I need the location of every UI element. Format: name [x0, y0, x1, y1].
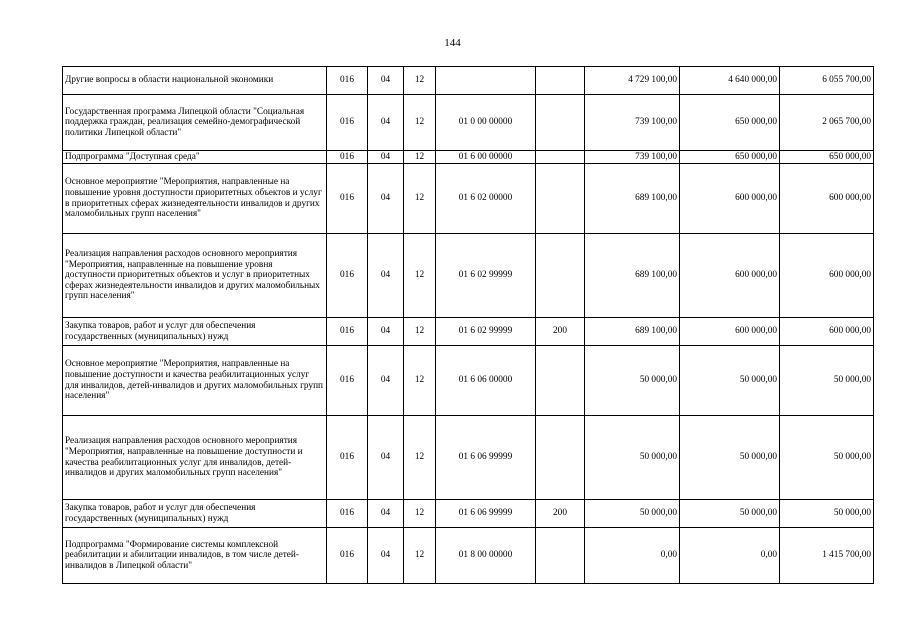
admin-code-cell: 016 — [327, 95, 368, 151]
target-article-cell: 01 6 06 99999 — [436, 500, 536, 528]
row-name-cell: Закупка товаров, работ и услуг для обеспечения государственных (муниципальных) нужд — [63, 318, 327, 346]
expense-type-cell: 200 — [536, 500, 585, 528]
amount-year-3-cell: 6 055 700,00 — [780, 67, 874, 95]
target-article-cell: 01 6 02 99999 — [436, 234, 536, 318]
amount-year-1-cell: 689 100,00 — [585, 318, 680, 346]
section-cell: 04 — [368, 416, 404, 500]
amount-year-3-cell: 50 000,00 — [780, 500, 874, 528]
subsection-cell: 12 — [404, 234, 436, 318]
amount-year-3-cell: 50 000,00 — [780, 346, 874, 416]
amount-year-2-cell: 600 000,00 — [680, 234, 780, 318]
subsection-cell: 12 — [404, 500, 436, 528]
table-row — [63, 318, 874, 346]
budget-table — [62, 66, 874, 584]
amount-year-2-cell: 50 000,00 — [680, 500, 780, 528]
subsection-cell: 12 — [404, 151, 436, 164]
row-name-cell: Подпрограмма "Доступная среда" — [63, 151, 327, 164]
table-row — [63, 95, 874, 151]
amount-year-3-cell: 50 000,00 — [780, 416, 874, 500]
amount-year-1-cell: 739 100,00 — [585, 151, 680, 164]
amount-year-3-cell: 1 415 700,00 — [780, 528, 874, 584]
target-article-cell: 01 6 00 00000 — [436, 151, 536, 164]
amount-year-1-cell: 50 000,00 — [585, 346, 680, 416]
table-row — [63, 67, 874, 95]
target-article-cell: 01 6 02 00000 — [436, 164, 536, 234]
expense-type-cell — [536, 151, 585, 164]
table-row — [63, 151, 874, 164]
budget-table-body — [63, 67, 874, 584]
section-cell: 04 — [368, 164, 404, 234]
amount-year-1-cell: 739 100,00 — [585, 95, 680, 151]
amount-year-1-cell: 4 729 100,00 — [585, 67, 680, 95]
target-article-cell: 01 6 06 00000 — [436, 346, 536, 416]
target-article-cell — [436, 67, 536, 95]
admin-code-cell: 016 — [327, 318, 368, 346]
admin-code-cell: 016 — [327, 234, 368, 318]
row-name-cell: Основное мероприятие "Мероприятия, направленные на повышение доступности и качества реабилитационных услуг для инвалидов, детей-инвалидов и других маломобильных групп населения" — [63, 346, 327, 416]
amount-year-1-cell: 0,00 — [585, 528, 680, 584]
subsection-cell: 12 — [404, 346, 436, 416]
admin-code-cell: 016 — [327, 164, 368, 234]
amount-year-2-cell: 600 000,00 — [680, 164, 780, 234]
amount-year-3-cell: 650 000,00 — [780, 151, 874, 164]
expense-type-cell — [536, 95, 585, 151]
table-row — [63, 346, 874, 416]
row-name-cell: Другие вопросы в области национальной экономики — [63, 67, 327, 95]
subsection-cell: 12 — [404, 164, 436, 234]
table-row — [63, 416, 874, 500]
page-number: 144 — [444, 37, 461, 49]
table-row — [63, 500, 874, 528]
target-article-cell: 01 6 02 99999 — [436, 318, 536, 346]
amount-year-2-cell: 600 000,00 — [680, 318, 780, 346]
amount-year-3-cell: 600 000,00 — [780, 164, 874, 234]
section-cell: 04 — [368, 234, 404, 318]
admin-code-cell: 016 — [327, 500, 368, 528]
row-name-cell: Государственная программа Липецкой области "Социальная поддержка граждан, реализация семейно-демографической политики Липецкой области" — [63, 95, 327, 151]
admin-code-cell: 016 — [327, 151, 368, 164]
amount-year-2-cell: 650 000,00 — [680, 95, 780, 151]
amount-year-2-cell: 50 000,00 — [680, 346, 780, 416]
expense-type-cell: 200 — [536, 318, 585, 346]
target-article-cell: 01 6 06 99999 — [436, 416, 536, 500]
amount-year-1-cell: 50 000,00 — [585, 416, 680, 500]
row-name-cell: Реализация направления расходов основного мероприятия "Мероприятия, направленные на повышение доступности и качества реабилитационных услуг для инвалидов, детей-инвалидов и других маломобильных групп населения" — [63, 416, 327, 500]
subsection-cell: 12 — [404, 528, 436, 584]
amount-year-3-cell: 2 065 700,00 — [780, 95, 874, 151]
section-cell: 04 — [368, 500, 404, 528]
section-cell: 04 — [368, 318, 404, 346]
table-row — [63, 234, 874, 318]
expense-type-cell — [536, 164, 585, 234]
target-article-cell: 01 8 00 00000 — [436, 528, 536, 584]
amount-year-3-cell: 600 000,00 — [780, 234, 874, 318]
admin-code-cell: 016 — [327, 67, 368, 95]
amount-year-2-cell: 50 000,00 — [680, 416, 780, 500]
admin-code-cell: 016 — [327, 416, 368, 500]
section-cell: 04 — [368, 528, 404, 584]
admin-code-cell: 016 — [327, 528, 368, 584]
target-article-cell: 01 0 00 00000 — [436, 95, 536, 151]
amount-year-1-cell: 689 100,00 — [585, 164, 680, 234]
amount-year-3-cell: 600 000,00 — [780, 318, 874, 346]
row-name-cell: Подпрограмма "Формирование системы комплексной реабилитации и абилитации инвалидов, в том числе детей-инвалидов в Липецкой области" — [63, 528, 327, 584]
table-row — [63, 164, 874, 234]
amount-year-2-cell: 650 000,00 — [680, 151, 780, 164]
expense-type-cell — [536, 67, 585, 95]
section-cell: 04 — [368, 95, 404, 151]
amount-year-2-cell: 0,00 — [680, 528, 780, 584]
expense-type-cell — [536, 416, 585, 500]
amount-year-1-cell: 50 000,00 — [585, 500, 680, 528]
row-name-cell: Основное мероприятие "Мероприятия, направленные на повышение уровня доступности приоритетных объектов и услуг в приоритетных сферах жизнедеятельности инвалидов и других маломобильных групп населения" — [63, 164, 327, 234]
section-cell: 04 — [368, 151, 404, 164]
section-cell: 04 — [368, 67, 404, 95]
amount-year-1-cell: 689 100,00 — [585, 234, 680, 318]
admin-code-cell: 016 — [327, 346, 368, 416]
table-row — [63, 528, 874, 584]
expense-type-cell — [536, 528, 585, 584]
section-cell: 04 — [368, 346, 404, 416]
subsection-cell: 12 — [404, 95, 436, 151]
subsection-cell: 12 — [404, 67, 436, 95]
row-name-cell: Закупка товаров, работ и услуг для обеспечения государственных (муниципальных) нужд — [63, 500, 327, 528]
amount-year-2-cell: 4 640 000,00 — [680, 67, 780, 95]
subsection-cell: 12 — [404, 416, 436, 500]
row-name-cell: Реализация направления расходов основного мероприятия "Мероприятия, направленные на повышение уровня доступности приоритетных объектов и услуг в приоритетных сферах жизнедеятельности инвалидов и других маломобильных групп населения" — [63, 234, 327, 318]
subsection-cell: 12 — [404, 318, 436, 346]
expense-type-cell — [536, 234, 585, 318]
expense-type-cell — [536, 346, 585, 416]
